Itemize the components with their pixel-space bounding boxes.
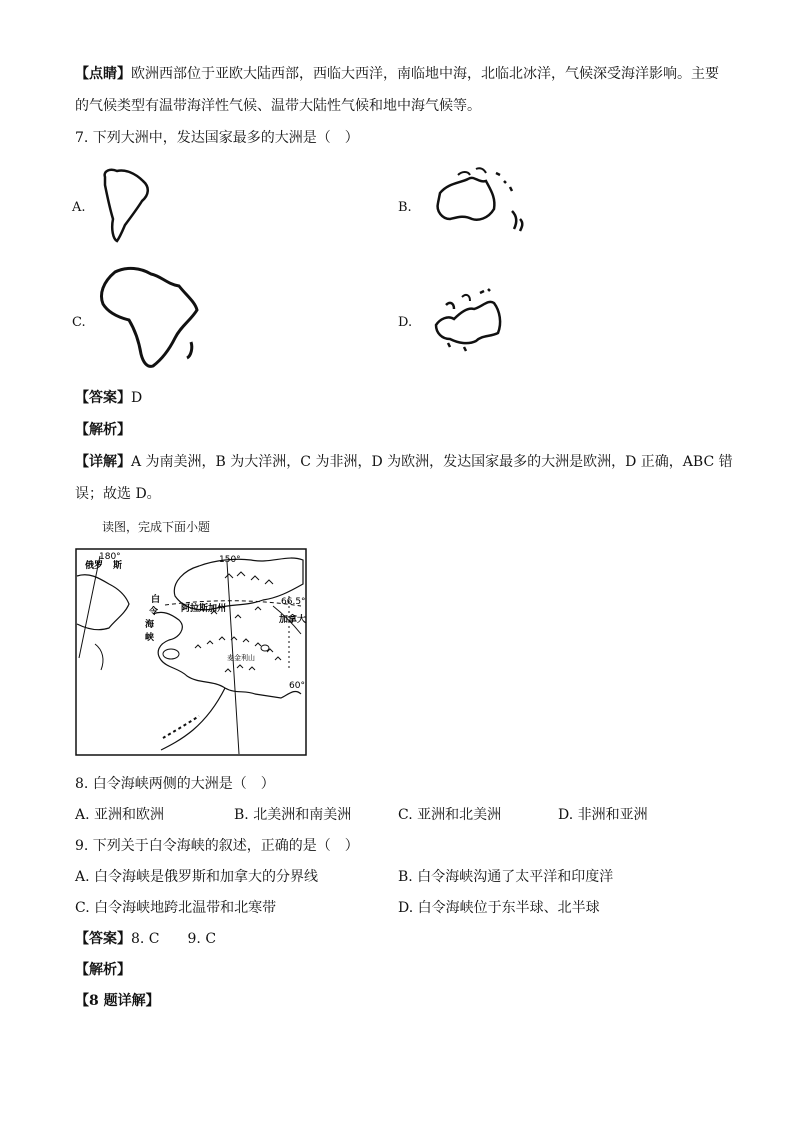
note-line-1 <box>75 64 719 84</box>
q9-option-d: D. 白令海峡位于东半球、北半球 <box>398 900 600 916</box>
q8-option-d: D. 非洲和亚洲 <box>558 807 648 823</box>
q7-answer-tag: 【答案】 <box>75 390 131 406</box>
europe-outline-icon <box>428 285 508 355</box>
label-canada: 加拿大 <box>279 615 307 625</box>
label-lat-60: 60° <box>289 681 305 691</box>
q7-answer-line <box>75 388 142 408</box>
label-mckinley: 麦金利山 <box>227 654 255 662</box>
bering-strait-map <box>75 548 307 756</box>
africa-outline-icon <box>95 262 210 372</box>
q7-detail-text-1: A 为南美洲，B 为大洋洲，C 为非洲，D 为欧洲，发达国家最多的大洲是欧洲，D 正确，ABC 错 <box>131 454 733 470</box>
south-america-outline-icon <box>95 165 155 245</box>
q7-stem: 7. 下列大洲中，发达国家最多的大洲是（ ） <box>75 130 359 146</box>
q7-option-a-label: A. <box>72 200 86 215</box>
label-russia-b: 斯 <box>113 561 123 571</box>
q9-option-b: B. 白令海峡沟通了太平洋和印度洋 <box>398 869 614 885</box>
note-line-2: 的气候类型有温带海洋性气候、温带大陆性气候和地中海气候等。 <box>75 98 481 114</box>
answers-89-text: 8. C 9. C <box>131 931 217 947</box>
q7-detail-line-1 <box>75 452 733 472</box>
q8-option-a: A. 亚洲和欧洲 <box>75 807 165 823</box>
q8-option-b: B. 北美洲和南美洲 <box>234 807 352 823</box>
q8-stem: 8. 白令海峡两侧的大洲是（ ） <box>75 776 275 792</box>
q7-option-b-label: B. <box>398 200 412 215</box>
q7-detail-line-2: 误；故选 D。 <box>75 486 161 502</box>
note-tag: 【点睛】 <box>75 66 131 82</box>
q9-option-a: A. 白令海峡是俄罗斯和加拿大的分界线 <box>75 869 319 885</box>
label-bering-2: 令 <box>149 607 159 617</box>
label-lat-66: 66.5° <box>281 597 306 607</box>
answers-89-analysis-tag: 【解析】 <box>75 962 131 978</box>
oceania-outline-icon <box>430 165 530 240</box>
map-instruction: 读图，完成下面小题 <box>102 520 211 534</box>
q7-option-c-label: C. <box>72 315 86 330</box>
label-lon-180: 180° <box>99 552 121 562</box>
note-text-1: 欧洲西部位于亚欧大陆西部，西临大西洋，南临地中海，北临北冰洋，气候深受海洋影响。主要 <box>131 66 719 82</box>
answers-89-line <box>75 929 216 949</box>
q9-option-c: C. 白令海峡地跨北温带和北寒带 <box>75 900 277 916</box>
answers-89-tag: 【答案】 <box>75 931 131 947</box>
q8-option-c: C. 亚洲和北美洲 <box>398 807 502 823</box>
label-bering-4: 峡 <box>145 633 155 643</box>
q7-option-d-label: D. <box>398 315 413 330</box>
q8-detail-tag: 【8 题详解】 <box>75 993 160 1009</box>
q7-answer-value: D <box>131 390 143 406</box>
label-russia-a: 俄罗 <box>85 561 104 571</box>
q9-stem: 9. 下列关于白令海峡的叙述，正确的是（ ） <box>75 838 359 854</box>
label-bering-3: 海 <box>145 620 155 630</box>
label-bering-1: 白 <box>151 595 161 605</box>
q7-detail-tag: 【详解】 <box>75 454 131 470</box>
map-frame <box>76 549 306 755</box>
label-lon-150: 150° <box>219 555 241 565</box>
label-alaska: 阿拉斯加州 <box>181 604 227 614</box>
q7-analysis-tag: 【解析】 <box>75 422 131 438</box>
